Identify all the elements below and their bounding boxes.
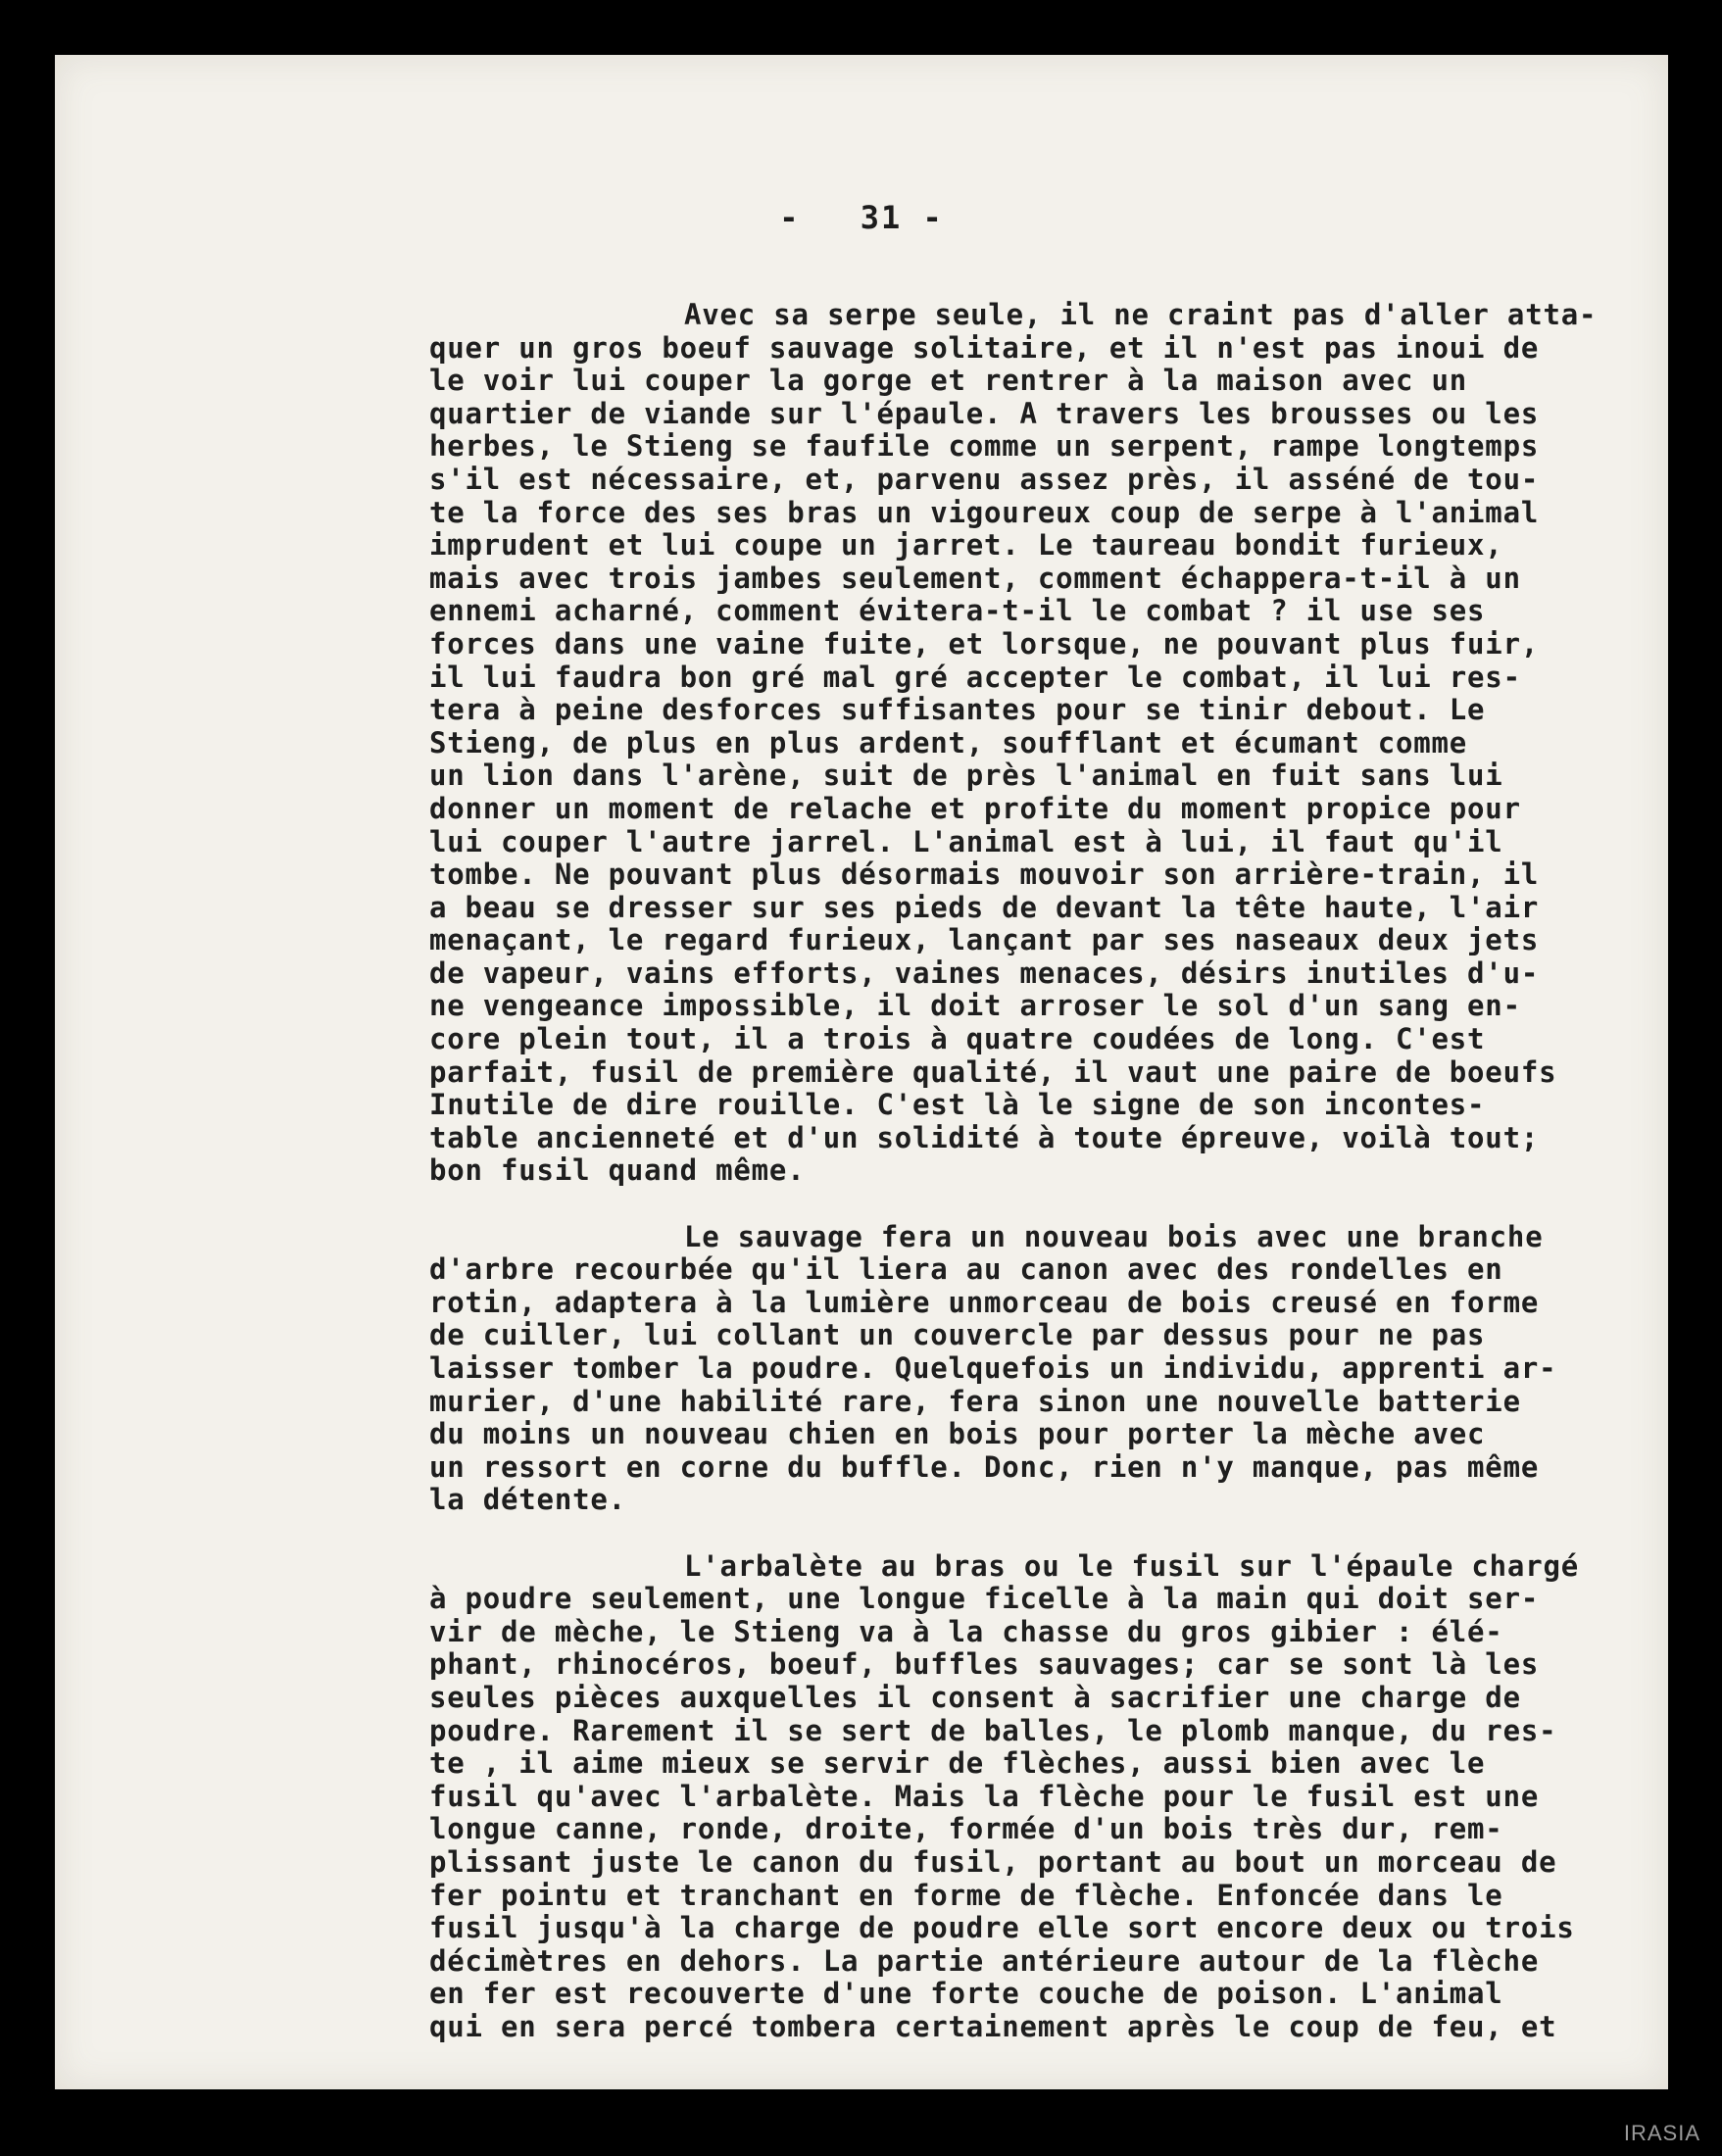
text-line: table ancienneté et d'un solidité à toute épreuve, voilà tout; (429, 1120, 1540, 1154)
text-line: Stieng, de plus en plus ardent, soufflant et écumant comme (429, 725, 1468, 760)
text-line: bon fusil quand même. (429, 1153, 806, 1188)
document-page (55, 55, 1668, 2089)
text-line: s'il est nécessaire, et, parvenu assez près, il asséné de tou- (429, 462, 1540, 496)
text-line: fusil jusqu'à la charge de poudre elle sort encore deux ou trois (429, 1911, 1575, 1945)
text-line: plissant juste le canon du fusil, portant au bout un morceau de (429, 1844, 1557, 1879)
text-line: poudre. Rarement il se sert de balles, le plomb manque, du res- (429, 1713, 1557, 1747)
body-text (429, 299, 1694, 2043)
text-line: fusil qu'avec l'arbalète. Mais la flèche pour le fusil est une (429, 1779, 1540, 1813)
text-line: d'arbre recourbée qu'il liera au canon avec des rondelles en (429, 1252, 1503, 1287)
text-line: te , il aime mieux se servir de flèches, aussi bien avec le (429, 1746, 1486, 1781)
text-line: herbes, le Stieng se faufile comme un serpent, rampe longtemps (429, 429, 1540, 464)
paragraph (429, 299, 1694, 1188)
text-line: tera à peine desforces suffisantes pour se tinir debout. Le (429, 693, 1486, 727)
text-line: ennemi acharné, comment évitera-t-il le combat ? il use ses (429, 594, 1486, 628)
text-line: phant, rhinocéros, boeuf, buffles sauvages; car se sont là les (429, 1647, 1540, 1682)
text-line: du moins un nouveau chien en bois pour porter la mèche avec (429, 1417, 1486, 1451)
paragraph (429, 1550, 1694, 2044)
text-line: vir de mèche, le Stieng va à la chasse du gros gibier : élé- (429, 1614, 1503, 1648)
text-line: rotin, adaptera à la lumière unmorceau de bois creusé en forme (429, 1285, 1540, 1319)
text-line: tombe. Ne pouvant plus désormais mouvoir son arrière-train, il (429, 858, 1540, 892)
text-line: ne vengeance impossible, il doit arroser le sol d'un sang en- (429, 989, 1521, 1023)
page-number: - 31 - (779, 199, 944, 236)
text-line: le voir lui couper la gorge et rentrer à la maison avec un (429, 364, 1468, 398)
text-line: forces dans une vaine fuite, et lorsque, ne pouvant plus fuir, (429, 626, 1540, 661)
text-line: quartier de viande sur l'épaule. A travers les brousses ou les (429, 396, 1540, 430)
text-line: de vapeur, vains efforts, vaines menaces, désirs inutiles d'u- (429, 956, 1540, 990)
text-line: menaçant, le regard furieux, lançant par ses naseaux deux jets (429, 923, 1540, 957)
text-line: Le sauvage fera un nouveau bois avec une branche (684, 1219, 1544, 1253)
text-line: qui en sera percé tombera certainement après le coup de feu, et (429, 2009, 1557, 2043)
text-line: mais avec trois jambes seulement, comment échappera-t-il à un (429, 561, 1521, 595)
text-line: de cuiller, lui collant un couvercle par dessus pour ne pas (429, 1318, 1486, 1352)
text-line: en fer est recouverte d'une forte couche de poison. L'animal (429, 1977, 1503, 2011)
text-line: quer un gros boeuf sauvage solitaire, et il n'est pas inoui de (429, 330, 1540, 365)
text-line: L'arbalète au bras ou le fusil sur l'épaule chargé (684, 1548, 1579, 1583)
text-line: lui couper l'autre jarrel. L'animal est à lui, il faut qu'il (429, 824, 1503, 858)
text-line: il lui faudra bon gré mal gré accepter le combat, il lui res- (429, 660, 1521, 694)
text-line: donner un moment de relache et profite du moment propice pour (429, 791, 1521, 825)
text-line: a beau se dresser sur ses pieds de devant la tête haute, l'air (429, 890, 1540, 924)
text-line: à poudre seulement, une longue ficelle à la main qui doit ser- (429, 1582, 1540, 1616)
text-line: murier, d'une habilité rare, fera sinon une nouvelle batterie (429, 1384, 1521, 1418)
paragraph (429, 1221, 1694, 1517)
text-line: la détente. (429, 1483, 626, 1517)
text-line: imprudent et lui coupe un jarret. Le taureau bondit furieux, (429, 528, 1503, 563)
text-line: Avec sa serpe seule, il ne craint pas d'aller atta- (684, 298, 1598, 331)
text-line: Inutile de dire rouille. C'est là le signe de son incontes- (429, 1088, 1486, 1122)
text-line: parfait, fusil de première qualité, il vaut une paire de boeufs (429, 1054, 1557, 1089)
text-line: laisser tomber la poudre. Quelquefois un individu, apprenti ar- (429, 1351, 1557, 1385)
text-line: un ressort en corne du buffle. Donc, rien n'y manque, pas même (429, 1449, 1540, 1484)
text-line: fer pointu et tranchant en forme de flèche. Enfoncée dans le (429, 1878, 1503, 1912)
text-line: core plein tout, il a trois à quatre coudées de long. C'est (429, 1022, 1486, 1056)
text-line: décimètres en dehors. La partie antérieure autour de la flèche (429, 1943, 1540, 1978)
text-line: seules pièces auxquelles il consent à sacrifier une charge de (429, 1680, 1521, 1714)
watermark-logo: IRASIA (1623, 2121, 1700, 2145)
text-line: te la force des ses bras un vigoureux coup de serpe à l'animal (429, 495, 1540, 529)
text-line: un lion dans l'arène, suit de près l'animal en fuit sans lui (429, 759, 1503, 793)
text-line: longue canne, ronde, droite, formée d'un bois très dur, rem- (429, 1812, 1503, 1846)
